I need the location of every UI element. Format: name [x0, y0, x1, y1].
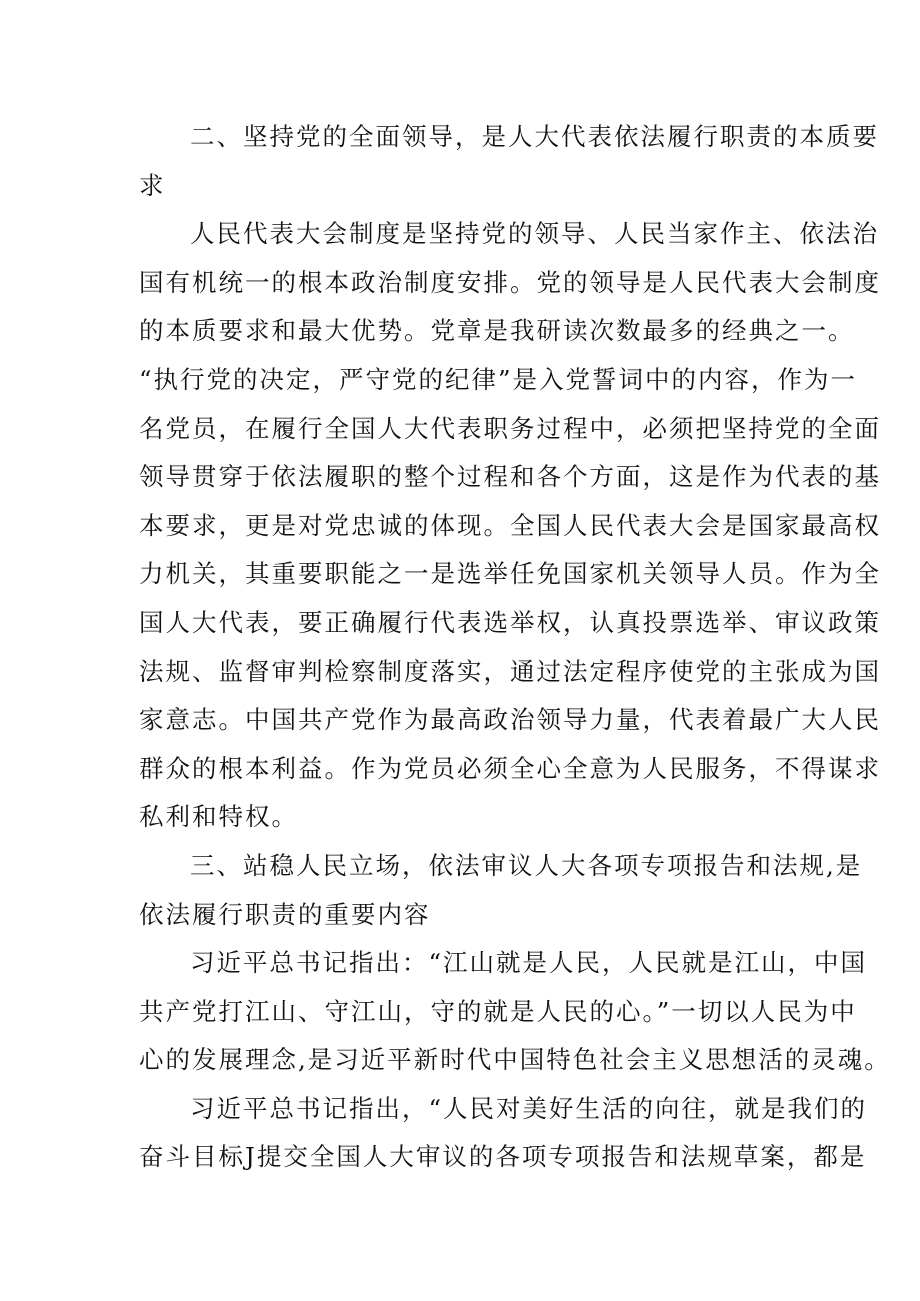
section-heading-two [139, 113, 879, 210]
text-line: 依法履行职责的重要内容 [139, 899, 431, 929]
text-line: 家意志。中国共产党作为最高政治领导力量，代表着最广大人民 [139, 705, 881, 735]
text-line: 习近平总书记指出，“人民对美好生活的向往，就是我们的 [190, 1093, 868, 1123]
text-line: 国有机统一的根本政治制度安排。党的领导是人民代表大会制度 [139, 267, 881, 297]
text-line: 领导贯穿于依法履职的整个过程和各个方面，这是作为代表的基 [139, 462, 881, 492]
text-line: 心的发展理念,是习近平新时代中国特色社会主义思想活的灵魂。 [139, 1045, 891, 1075]
text-line: 奋斗目标J提交全国人大审议的各项专项报告和法规草案，都是 [139, 1142, 867, 1172]
text-line: 共产党打江山、守江山，守的就是人民的心。”一切以人民为中 [139, 996, 857, 1026]
section-heading-three [139, 842, 863, 939]
text-line: 人民代表大会制度是坚持党的领导、人民当家作主、依法治 [190, 219, 879, 249]
text-line: “执行党的决定，严守党的纪律”是入党誓词中的内容，作为一 [139, 364, 858, 394]
text-line: 的本质要求和最大优势。党章是我研读次数最多的经典之一。 [139, 316, 855, 346]
text-line: 习近平总书记指出：“江山就是人民，人民就是江山，中国 [190, 948, 868, 978]
document-body [139, 113, 891, 1182]
paragraph [139, 939, 891, 1085]
text-line: 群众的根本利益。作为党员必须全心全意为人民服务，不得谋求 [139, 753, 881, 783]
text-line: 求 [139, 170, 166, 200]
text-line: 本要求，更是对党忠诚的体现。全国人民代表大会是国家最高权 [139, 510, 881, 540]
text-line: 二、坚持党的全面领导，是人大代表依法履行职责的本质要 [190, 122, 879, 151]
text-line: 私利和特权。 [139, 802, 298, 832]
text-line: 国人大代表，要正确履行代表选举权，认真投票选举、审议政策 [139, 607, 881, 637]
text-line: 三、站稳人民立场，依法审议人大各项专项报告和法规,是 [190, 850, 863, 880]
paragraph [139, 1085, 868, 1182]
text-line: 力机关，其重要职能之一是选举任免国家机关领导人员。作为全 [139, 559, 881, 589]
paragraph [139, 210, 881, 842]
text-line: 法规、监督审判检察制度落实，通过法定程序使党的主张成为国 [139, 656, 881, 686]
text-line: 名党员，在履行全国人大代表职务过程中，必须把坚持党的全面 [139, 413, 881, 443]
